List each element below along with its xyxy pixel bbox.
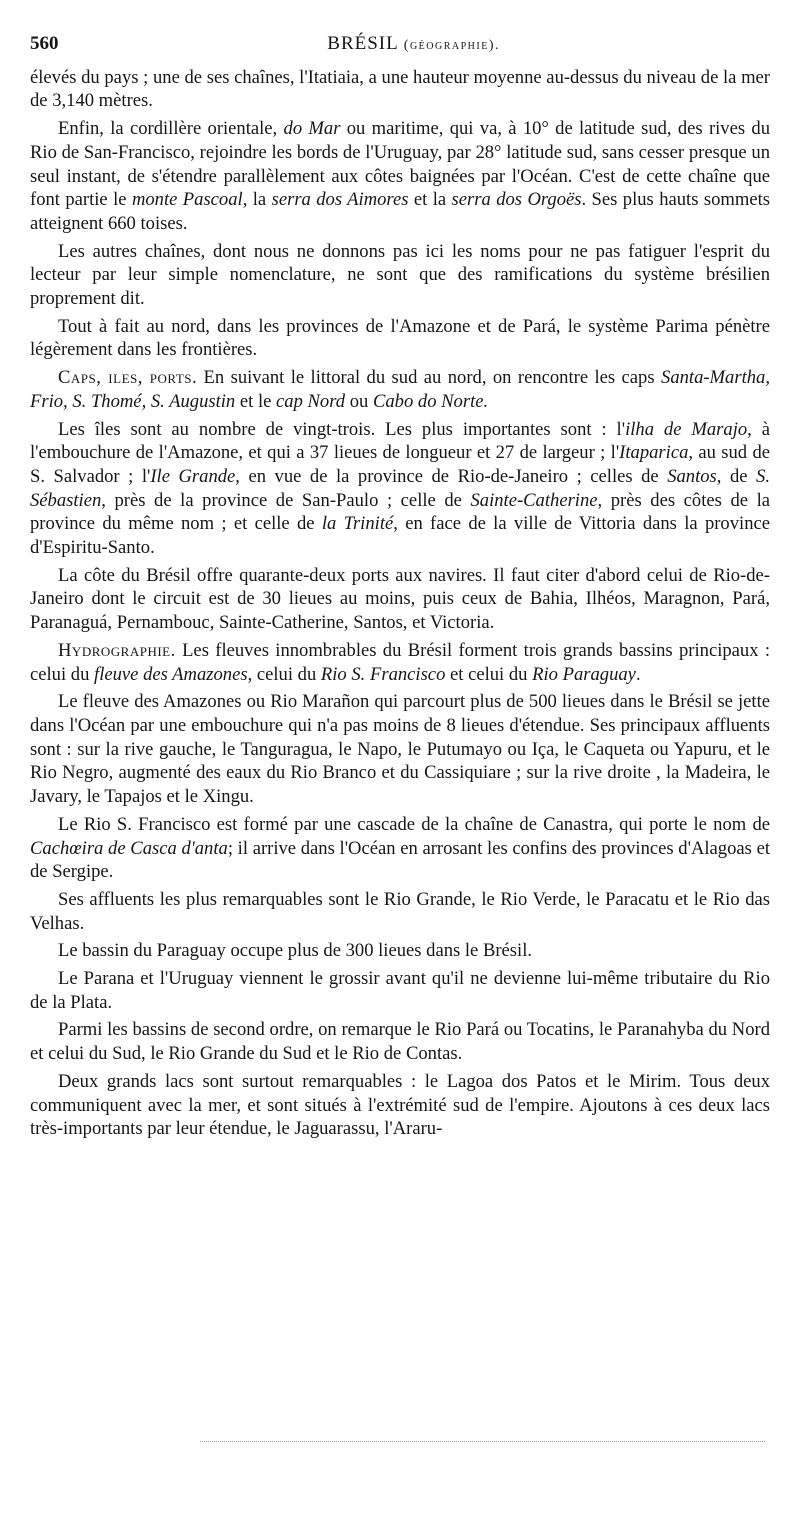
text-run: Le Parana et l'Uruguay viennent le grossir avant qu'il ne devienne lui-même tributaire du Rio de la Plata. [30,968,770,1013]
italic-text: serra dos Orgoës [451,189,582,211]
section-heading: Caps, iles, ports. [58,367,198,389]
italic-text: Santa-Martha, Frio, S. Thomé, S. Augustin [30,367,770,412]
italic-text: S. Sébastien [30,465,770,511]
paragraph [30,639,770,686]
paragraph [30,66,770,113]
text-run: , près de la province de San-Paulo ; celle de [101,489,471,511]
text-run: , près des côtes de la province du même nom ; et celle de [30,489,771,535]
italic-text: Rio Paraguay [532,663,636,685]
paragraph [30,366,770,413]
italic-text: Ile Grande [150,465,236,487]
italic-text: Cabo do Norte. [372,390,489,412]
text-run: , au sud de S. Salvador ; l' [30,442,770,487]
text-run: Le bassin du Paraguay occupe plus de 300 lieues dans le Brésil. [58,940,533,962]
text-run: la [247,189,272,211]
body-text [30,66,770,1141]
italic-text: Sainte-Catherine [470,489,598,511]
text-run: La côte du Brésil offre quarante-deux ports aux navires. Il faut citer d'abord celui de Rio-de-Janeiro dont le circuit est de 30 lieues au moins, puis ceux de Bahia, Ilhéos, Maragnon, Pará, Paranaguá, Pernambouc, Sainte-Catherine, Santos, et Victoria. [30,564,770,634]
italic-text: ilha de Marajo [625,418,748,440]
italic-text: do Mar [283,118,341,140]
text-run: et la [408,189,452,211]
text-run: , en face de la ville de Vittoria dans la province d'Espiritu-Santo. [30,513,770,559]
text-run: En suivant le littoral du sud au nord, on rencontre les caps [197,367,662,389]
italic-text: monte Pascoal, [131,189,248,211]
paragraph [30,1018,770,1065]
page-number: 560 [30,33,59,54]
running-head [327,32,500,58]
text-run: ; il arrive dans l'Océan en arrosant les confins des provinces d'Alagoas et de Sergipe. [30,837,770,883]
text-run: , de [716,465,757,487]
paragraph [30,240,770,311]
paragraph [30,564,770,635]
text-run: . Ses plus hauts sommets atteignent 660 toises. [30,189,770,234]
italic-text: fleuve des Amazones [94,663,248,685]
text-run: et celui du [445,663,533,685]
text-run: Les îles sont au nombre de vingt-trois. Les plus importantes sont : l' [58,418,626,440]
text-run: Tout à fait au nord, dans les provinces de l'Amazone et de Pará, le système Parima pénètre légèrement dans les frontières. [30,315,770,361]
paragraph [30,939,770,963]
text-run: Ses affluents les plus remarquables sont le Rio Grande, le Rio Verde, le Paracatu et le Rio das Velhas. [30,888,770,934]
text-run: , celui du [247,663,321,685]
text-run: Les fleuves innombrables du Brésil forment trois grands bassins principaux : celui du [30,639,770,685]
paragraph [30,117,770,236]
paragraph [30,1070,770,1141]
running-subtitle: (géographie). [403,38,500,53]
text-run: , à l'embouchure de l'Amazone, et qui a 37 lieues de longueur et 27 de largeur ; l' [30,418,770,464]
paragraph [30,315,770,362]
italic-text: Rio S. Francisco [320,663,446,685]
text-run: , en vue de la province de Rio-de-Janeiro ; celles de [235,465,668,487]
italic-text: la Trinité [321,513,394,535]
text-run: Les autres chaînes, dont nous ne donnons pas ici les noms pour ne pas fatiguer l'esprit du lecteur par leur simple nomenclature, ne sont que des ramifications du système brésilien proprement dit. [30,240,770,310]
text-run: . [635,663,641,685]
text-run: Parmi les bassins de second ordre, on remarque le Rio Pará ou Tocatins, le Paranahyba du Nord et celui du Sud, le Rio Grande du Sud et le Rio de Contas. [30,1019,770,1065]
italic-text: cap Nord [276,390,346,412]
page-header [30,30,770,58]
document-page [30,30,770,1145]
paragraph [30,418,770,560]
italic-text: Cachœira de Casca d'anta [30,837,228,859]
italic-text: serra dos Aimores [271,189,409,211]
paragraph [30,690,770,809]
paragraph [30,813,770,884]
text-run: élevés du pays ; une de ses chaînes, l'Itatiaia, a une hauteur moyenne au-dessus du niveau de la mer de 3,140 mètres. [30,66,770,112]
italic-text: Santos [667,465,717,487]
footer-rule [200,1441,765,1442]
paragraph [30,967,770,1014]
italic-text: Itaparica [619,442,689,464]
text-run: Deux grands lacs sont surtout remarquables : le Lagoa dos Patos et le Mirim. Tous deux communiquent avec la mer, et sont situés à l'extrémité sud de l'empire. Ajoutons à ces deux lacs très-importants par leur étendue, le Jaguarassu, l'Araru- [30,1070,770,1140]
section-heading: Hydrographie. [58,639,176,661]
text-run: et le [235,390,277,412]
text-run: Enfin, la cordillère orientale, [58,118,284,140]
text-run: ou [345,390,373,412]
paragraph [30,888,770,935]
text-run: Le Rio S. Francisco est formé par une cascade de la chaîne de Canastra, qui porte le nom de [58,813,770,835]
text-run: Le fleuve des Amazones ou Rio Marañon qui parcourt plus de 500 lieues dans le Brésil se jette dans l'Océan par une embouchure qui n'a pas moins de 8 lieues d'étendue. Ses principaux affluents sont : sur la rive gauche, le Tanguragua, le Napo, le Putumayo ou Iça, le Caqueta ou Yapuru, et le Rio Negro, augmenté des eaux du Rio Branco et du Cassiquiare ; sur la rive droite , la Madeira, le Javary, le Tapajos et le Xingu. [30,691,770,808]
text-run: ou maritime, qui va, à 10° de latitude sud, des rives du Rio de San-Francisco, rejoindre les bords de l'Uruguay, par 28° latitude sud, sans cesser presque un seul instant, de s'étendre parallèlement aux côtes baignées par l'Océan. C'est de cette chaîne que font partie le [30,118,770,211]
running-title: BRÉSIL [327,33,399,54]
